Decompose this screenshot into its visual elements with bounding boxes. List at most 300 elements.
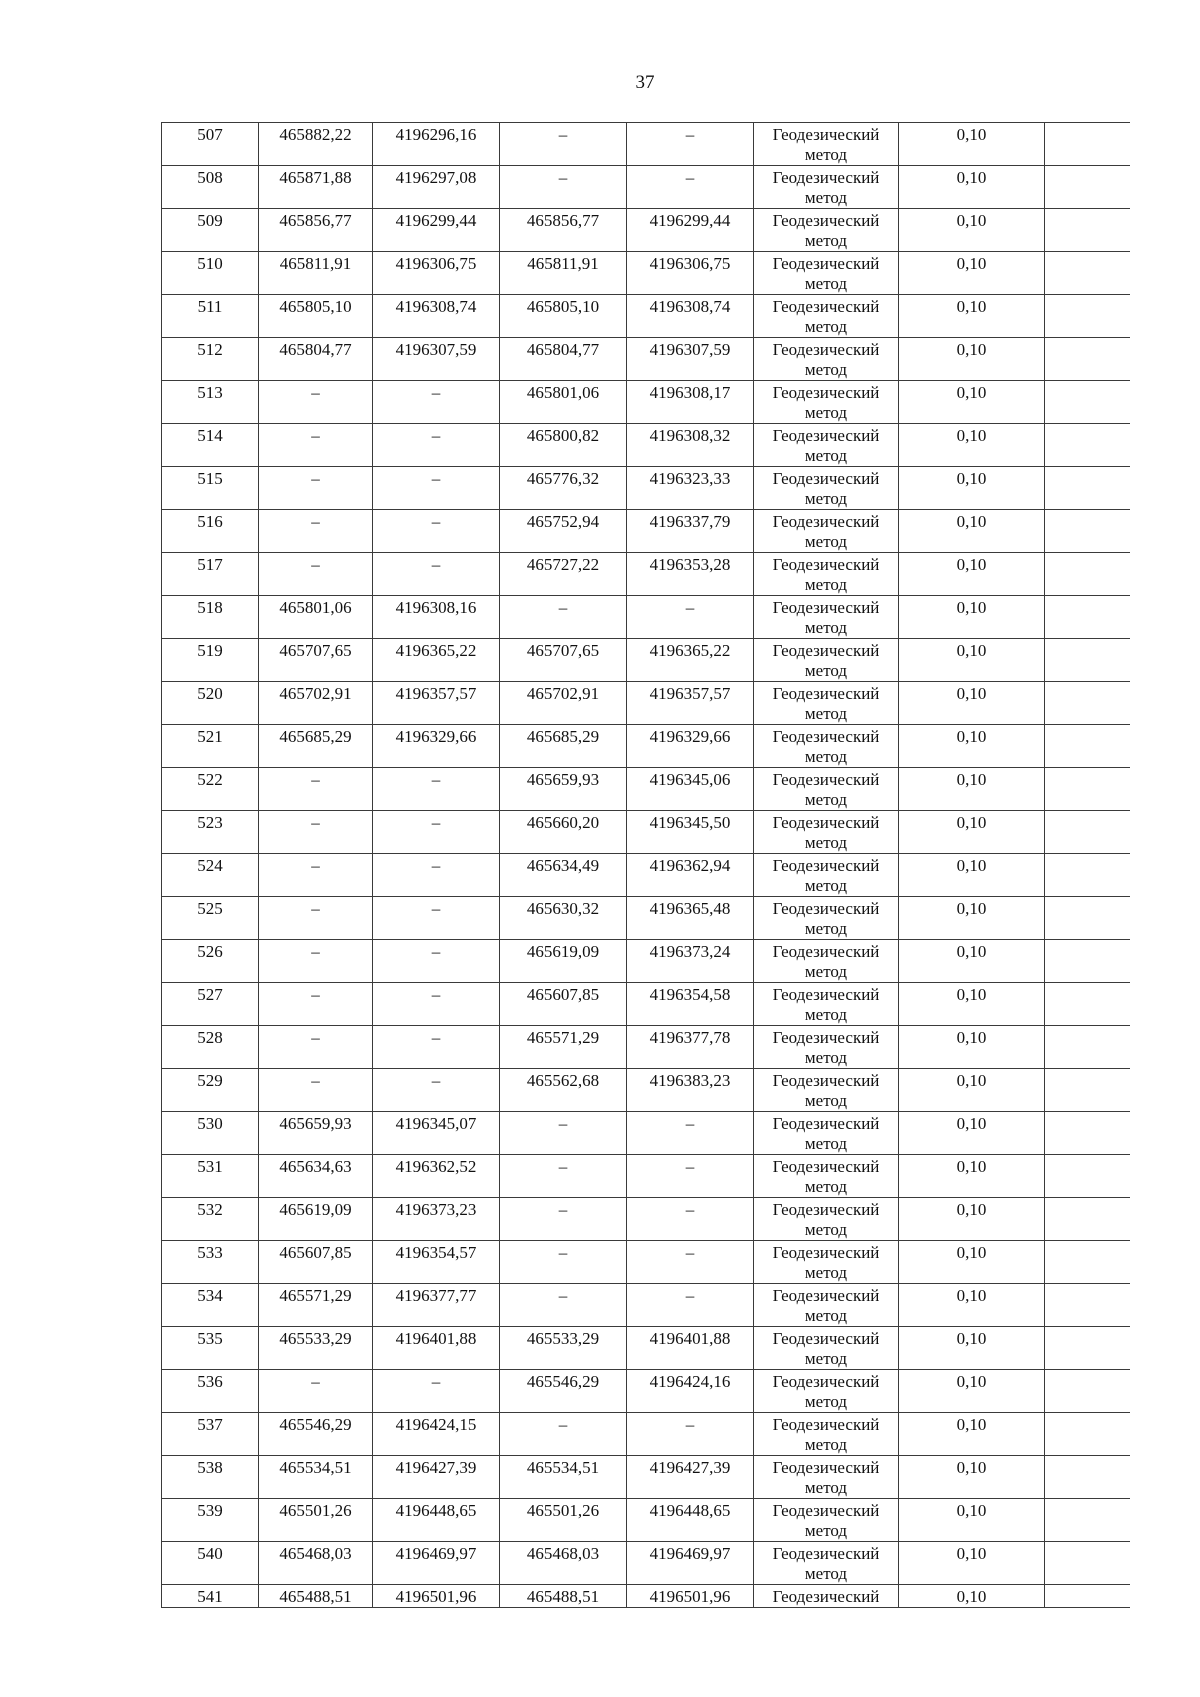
refined-x-cell: 465811,91	[500, 252, 627, 295]
table-row	[162, 338, 1130, 381]
existing-x-cell: 465468,03	[259, 1542, 373, 1585]
method-line-2: метод	[804, 231, 848, 250]
refined-x-cell: 465685,29	[500, 725, 627, 768]
empty-cell	[1045, 1327, 1130, 1370]
empty-cell	[1045, 252, 1130, 295]
method-cell	[754, 553, 899, 596]
table-row	[162, 1241, 1130, 1284]
table-row	[162, 854, 1130, 897]
point-number-cell: 515	[162, 467, 259, 510]
refined-y-cell: 4196362,94	[627, 854, 754, 897]
point-number-cell: 524	[162, 854, 259, 897]
refined-y-cell: 4196401,88	[627, 1327, 754, 1370]
existing-y-cell: 4196448,65	[373, 1499, 500, 1542]
method-line-1: Геодезический	[772, 1415, 880, 1434]
method-line-2: метод	[804, 446, 848, 465]
existing-y-cell: 4196308,16	[373, 596, 500, 639]
point-number-cell: 540	[162, 1542, 259, 1585]
point-number-cell: 541	[162, 1585, 259, 1608]
refined-y-cell: 4196323,33	[627, 467, 754, 510]
refined-x-cell: –	[500, 1112, 627, 1155]
table-row	[162, 295, 1130, 338]
refined-y-cell: 4196353,28	[627, 553, 754, 596]
method-cell	[754, 1155, 899, 1198]
accuracy-cell: 0,10	[899, 338, 1045, 381]
point-number-cell: 531	[162, 1155, 259, 1198]
table-row	[162, 1542, 1130, 1585]
refined-x-cell: 465659,93	[500, 768, 627, 811]
accuracy-cell: 0,10	[899, 596, 1045, 639]
refined-x-cell: 465805,10	[500, 295, 627, 338]
method-line-2: метод	[804, 962, 848, 981]
method-line-1: Геодезический	[772, 469, 880, 488]
existing-x-cell: 465685,29	[259, 725, 373, 768]
point-number-cell: 512	[162, 338, 259, 381]
method-line-2: метод	[804, 532, 848, 551]
accuracy-cell: 0,10	[899, 166, 1045, 209]
method-cell	[754, 854, 899, 897]
point-number-cell: 530	[162, 1112, 259, 1155]
method-line-2: метод	[804, 919, 848, 938]
method-cell	[754, 768, 899, 811]
method-line-1: Геодезический	[772, 383, 880, 402]
method-line-1: Геодезический	[772, 1028, 880, 1047]
refined-y-cell: –	[627, 1112, 754, 1155]
existing-x-cell: –	[259, 553, 373, 596]
empty-cell	[1045, 209, 1130, 252]
point-number-cell: 525	[162, 897, 259, 940]
method-line-2: метод	[804, 1263, 848, 1282]
method-line-2: метод	[804, 833, 848, 852]
refined-y-cell: –	[627, 123, 754, 166]
existing-x-cell: 465546,29	[259, 1413, 373, 1456]
table-row	[162, 940, 1130, 983]
existing-x-cell: 465882,22	[259, 123, 373, 166]
existing-y-cell: 4196427,39	[373, 1456, 500, 1499]
empty-cell	[1045, 1112, 1130, 1155]
method-cell	[754, 682, 899, 725]
existing-x-cell: 465534,51	[259, 1456, 373, 1499]
table-row	[162, 424, 1130, 467]
empty-cell	[1045, 338, 1130, 381]
method-line-2: метод	[804, 1220, 848, 1239]
refined-y-cell: 4196357,57	[627, 682, 754, 725]
refined-y-cell: 4196354,58	[627, 983, 754, 1026]
existing-x-cell: –	[259, 854, 373, 897]
empty-cell	[1045, 295, 1130, 338]
method-cell	[754, 639, 899, 682]
accuracy-cell: 0,10	[899, 1198, 1045, 1241]
existing-x-cell: –	[259, 510, 373, 553]
point-number-cell: 516	[162, 510, 259, 553]
method-cell	[754, 1585, 899, 1608]
coordinates-table	[161, 122, 1130, 1608]
table-row	[162, 811, 1130, 854]
method-line-1: Геодезический	[772, 512, 880, 531]
existing-x-cell: 465804,77	[259, 338, 373, 381]
existing-y-cell: 4196469,97	[373, 1542, 500, 1585]
accuracy-cell: 0,10	[899, 1069, 1045, 1112]
method-cell	[754, 166, 899, 209]
existing-x-cell: 465871,88	[259, 166, 373, 209]
method-line-1: Геодезический	[772, 254, 880, 273]
refined-x-cell: 465752,94	[500, 510, 627, 553]
existing-y-cell: –	[373, 1370, 500, 1413]
method-line-2: метод	[804, 1349, 848, 1368]
existing-x-cell: –	[259, 811, 373, 854]
method-line-2: метод	[804, 360, 848, 379]
existing-x-cell: –	[259, 1026, 373, 1069]
empty-cell	[1045, 510, 1130, 553]
empty-cell	[1045, 1198, 1130, 1241]
method-line-1: Геодезический	[772, 813, 880, 832]
method-line-1: Геодезический	[772, 899, 880, 918]
method-line-1: Геодезический	[772, 856, 880, 875]
existing-x-cell: 465805,10	[259, 295, 373, 338]
method-line-2: метод	[804, 575, 848, 594]
method-cell	[754, 1069, 899, 1112]
accuracy-cell: 0,10	[899, 897, 1045, 940]
existing-x-cell: 465634,63	[259, 1155, 373, 1198]
existing-y-cell: 4196424,15	[373, 1413, 500, 1456]
refined-x-cell: 465804,77	[500, 338, 627, 381]
refined-y-cell: –	[627, 1198, 754, 1241]
table-row	[162, 639, 1130, 682]
method-line-2: метод	[804, 1005, 848, 1024]
method-line-1: Геодезический	[772, 1157, 880, 1176]
empty-cell	[1045, 897, 1130, 940]
empty-cell	[1045, 1456, 1130, 1499]
existing-y-cell: 4196354,57	[373, 1241, 500, 1284]
table-body	[162, 123, 1130, 1608]
empty-cell	[1045, 1155, 1130, 1198]
refined-x-cell: 465707,65	[500, 639, 627, 682]
point-number-cell: 517	[162, 553, 259, 596]
existing-x-cell: –	[259, 1069, 373, 1112]
existing-y-cell: 4196362,52	[373, 1155, 500, 1198]
existing-y-cell: –	[373, 768, 500, 811]
empty-cell	[1045, 1284, 1130, 1327]
table-row	[162, 166, 1130, 209]
accuracy-cell: 0,10	[899, 510, 1045, 553]
table-row	[162, 682, 1130, 725]
existing-x-cell: –	[259, 424, 373, 467]
existing-y-cell: 4196329,66	[373, 725, 500, 768]
table-row	[162, 596, 1130, 639]
existing-x-cell: 465856,77	[259, 209, 373, 252]
refined-x-cell: –	[500, 1413, 627, 1456]
empty-cell	[1045, 1069, 1130, 1112]
refined-x-cell: –	[500, 1284, 627, 1327]
table-row	[162, 1585, 1130, 1608]
refined-y-cell: 4196448,65	[627, 1499, 754, 1542]
existing-y-cell: –	[373, 510, 500, 553]
method-line-1: Геодезический	[772, 1071, 880, 1090]
accuracy-cell: 0,10	[899, 424, 1045, 467]
accuracy-cell: 0,10	[899, 811, 1045, 854]
accuracy-cell: 0,10	[899, 295, 1045, 338]
point-number-cell: 537	[162, 1413, 259, 1456]
empty-cell	[1045, 1499, 1130, 1542]
empty-cell	[1045, 123, 1130, 166]
method-line-2: метод	[804, 1306, 848, 1325]
existing-y-cell: –	[373, 467, 500, 510]
method-line-2: метод	[804, 317, 848, 336]
method-line-2: метод	[804, 1134, 848, 1153]
method-line-1: Геодезический	[772, 1243, 880, 1262]
method-line-1: Геодезический	[772, 297, 880, 316]
table-row	[162, 381, 1130, 424]
existing-y-cell: 4196306,75	[373, 252, 500, 295]
refined-y-cell: –	[627, 166, 754, 209]
refined-x-cell: 465501,26	[500, 1499, 627, 1542]
refined-x-cell: 465468,03	[500, 1542, 627, 1585]
existing-y-cell: –	[373, 553, 500, 596]
refined-y-cell: 4196306,75	[627, 252, 754, 295]
empty-cell	[1045, 1241, 1130, 1284]
method-line-2: метод	[804, 145, 848, 164]
empty-cell	[1045, 381, 1130, 424]
point-number-cell: 523	[162, 811, 259, 854]
table-row	[162, 1026, 1130, 1069]
method-line-2: метод	[804, 1392, 848, 1411]
method-cell	[754, 123, 899, 166]
existing-x-cell: 465702,91	[259, 682, 373, 725]
method-cell	[754, 381, 899, 424]
method-cell	[754, 1241, 899, 1284]
method-cell	[754, 467, 899, 510]
refined-y-cell: –	[627, 1155, 754, 1198]
method-line-1: Геодезический	[772, 211, 880, 230]
refined-y-cell: 4196337,79	[627, 510, 754, 553]
empty-cell	[1045, 596, 1130, 639]
table-row	[162, 897, 1130, 940]
refined-x-cell: 465534,51	[500, 1456, 627, 1499]
method-cell	[754, 1198, 899, 1241]
refined-y-cell: 4196383,23	[627, 1069, 754, 1112]
method-line-1: Геодезический	[772, 555, 880, 574]
point-number-cell: 535	[162, 1327, 259, 1370]
accuracy-cell: 0,10	[899, 768, 1045, 811]
refined-y-cell: 4196427,39	[627, 1456, 754, 1499]
accuracy-cell: 0,10	[899, 1112, 1045, 1155]
method-cell	[754, 1542, 899, 1585]
point-number-cell: 507	[162, 123, 259, 166]
accuracy-cell: 0,10	[899, 1327, 1045, 1370]
method-line-2: метод	[804, 1091, 848, 1110]
table-row	[162, 553, 1130, 596]
accuracy-cell: 0,10	[899, 252, 1045, 295]
accuracy-cell: 0,10	[899, 1370, 1045, 1413]
existing-x-cell: 465607,85	[259, 1241, 373, 1284]
method-cell	[754, 1026, 899, 1069]
table-row	[162, 467, 1130, 510]
method-line-1: Геодезический	[772, 1286, 880, 1305]
refined-y-cell: 4196299,44	[627, 209, 754, 252]
accuracy-cell: 0,10	[899, 1456, 1045, 1499]
refined-y-cell: 4196329,66	[627, 725, 754, 768]
accuracy-cell: 0,10	[899, 1155, 1045, 1198]
existing-y-cell: –	[373, 424, 500, 467]
existing-x-cell: 465801,06	[259, 596, 373, 639]
empty-cell	[1045, 811, 1130, 854]
accuracy-cell: 0,10	[899, 1026, 1045, 1069]
existing-x-cell: –	[259, 983, 373, 1026]
accuracy-cell: 0,10	[899, 1284, 1045, 1327]
method-cell	[754, 596, 899, 639]
existing-x-cell: 465533,29	[259, 1327, 373, 1370]
point-number-cell: 520	[162, 682, 259, 725]
table-row	[162, 1112, 1130, 1155]
point-number-cell: 528	[162, 1026, 259, 1069]
existing-y-cell: –	[373, 381, 500, 424]
method-line-1: Геодезический	[772, 1200, 880, 1219]
existing-y-cell: –	[373, 940, 500, 983]
existing-x-cell: 465501,26	[259, 1499, 373, 1542]
method-line-2: метод	[804, 704, 848, 723]
method-line-1: Геодезический	[772, 426, 880, 445]
empty-cell	[1045, 940, 1130, 983]
method-line-1: Геодезический	[772, 1544, 880, 1563]
empty-cell	[1045, 467, 1130, 510]
existing-x-cell: –	[259, 381, 373, 424]
empty-cell	[1045, 166, 1130, 209]
method-cell	[754, 983, 899, 1026]
table-row	[162, 1155, 1130, 1198]
refined-y-cell: 4196501,96	[627, 1585, 754, 1608]
accuracy-cell: 0,10	[899, 467, 1045, 510]
method-line-1: Геодезический	[772, 340, 880, 359]
accuracy-cell: 0,10	[899, 209, 1045, 252]
empty-cell	[1045, 553, 1130, 596]
existing-y-cell: 4196501,96	[373, 1585, 500, 1608]
existing-x-cell: 465811,91	[259, 252, 373, 295]
point-number-cell: 509	[162, 209, 259, 252]
method-line-2: метод	[804, 618, 848, 637]
refined-x-cell: 465619,09	[500, 940, 627, 983]
refined-y-cell: 4196365,48	[627, 897, 754, 940]
refined-y-cell: 4196424,16	[627, 1370, 754, 1413]
refined-y-cell: –	[627, 596, 754, 639]
method-line-1: Геодезический	[772, 1114, 880, 1133]
method-line-2: метод	[804, 876, 848, 895]
empty-cell	[1045, 639, 1130, 682]
method-cell	[754, 725, 899, 768]
existing-y-cell: –	[373, 1069, 500, 1112]
empty-cell	[1045, 725, 1130, 768]
refined-y-cell: 4196345,06	[627, 768, 754, 811]
empty-cell	[1045, 1542, 1130, 1585]
empty-cell	[1045, 424, 1130, 467]
accuracy-cell: 0,10	[899, 682, 1045, 725]
point-number-cell: 538	[162, 1456, 259, 1499]
existing-x-cell: 465571,29	[259, 1284, 373, 1327]
accuracy-cell: 0,10	[899, 1499, 1045, 1542]
point-number-cell: 539	[162, 1499, 259, 1542]
method-cell	[754, 811, 899, 854]
refined-x-cell: 465702,91	[500, 682, 627, 725]
point-number-cell: 522	[162, 768, 259, 811]
existing-y-cell: 4196373,23	[373, 1198, 500, 1241]
refined-x-cell: 465562,68	[500, 1069, 627, 1112]
method-line-1: Геодезический	[772, 684, 880, 703]
refined-x-cell: 465856,77	[500, 209, 627, 252]
existing-y-cell: 4196308,74	[373, 295, 500, 338]
method-cell	[754, 252, 899, 295]
table-row	[162, 252, 1130, 295]
accuracy-cell: 0,10	[899, 381, 1045, 424]
refined-x-cell: 465727,22	[500, 553, 627, 596]
method-line-2: метод	[804, 790, 848, 809]
point-number-cell: 534	[162, 1284, 259, 1327]
method-cell	[754, 295, 899, 338]
refined-x-cell: –	[500, 1241, 627, 1284]
refined-x-cell: 465488,51	[500, 1585, 627, 1608]
point-number-cell: 527	[162, 983, 259, 1026]
table-row	[162, 1069, 1130, 1112]
method-line-2: метод	[804, 489, 848, 508]
empty-cell	[1045, 1413, 1130, 1456]
existing-x-cell: –	[259, 1370, 373, 1413]
method-line-1: Геодезический	[772, 168, 880, 187]
existing-y-cell: –	[373, 1026, 500, 1069]
refined-y-cell: 4196308,17	[627, 381, 754, 424]
method-cell	[754, 1112, 899, 1155]
point-number-cell: 510	[162, 252, 259, 295]
refined-x-cell: 465533,29	[500, 1327, 627, 1370]
point-number-cell: 508	[162, 166, 259, 209]
method-line-2: метод	[804, 1564, 848, 1583]
page-number: 37	[635, 72, 655, 93]
existing-y-cell: –	[373, 983, 500, 1026]
method-cell	[754, 1327, 899, 1370]
point-number-cell: 514	[162, 424, 259, 467]
refined-x-cell: –	[500, 166, 627, 209]
existing-x-cell: –	[259, 940, 373, 983]
accuracy-cell: 0,10	[899, 123, 1045, 166]
table-row	[162, 510, 1130, 553]
refined-y-cell: –	[627, 1284, 754, 1327]
existing-x-cell: –	[259, 467, 373, 510]
table-row	[162, 1327, 1130, 1370]
accuracy-cell: 0,10	[899, 1542, 1045, 1585]
refined-x-cell: 465630,32	[500, 897, 627, 940]
table-row	[162, 983, 1130, 1026]
refined-x-cell: –	[500, 123, 627, 166]
method-line-2: метод	[804, 403, 848, 422]
existing-y-cell: 4196365,22	[373, 639, 500, 682]
method-cell	[754, 1499, 899, 1542]
empty-cell	[1045, 1585, 1130, 1608]
existing-x-cell: –	[259, 897, 373, 940]
method-cell	[754, 209, 899, 252]
method-cell	[754, 1284, 899, 1327]
existing-x-cell: 465707,65	[259, 639, 373, 682]
method-line-1: Геодезический	[772, 125, 880, 144]
method-line-1: Геодезический	[772, 727, 880, 746]
refined-x-cell: 465571,29	[500, 1026, 627, 1069]
refined-x-cell: 465634,49	[500, 854, 627, 897]
accuracy-cell: 0,10	[899, 1413, 1045, 1456]
method-line-2: метод	[804, 747, 848, 766]
method-line-1: Геодезический	[772, 770, 880, 789]
empty-cell	[1045, 768, 1130, 811]
refined-y-cell: 4196308,32	[627, 424, 754, 467]
point-number-cell: 511	[162, 295, 259, 338]
table-row	[162, 123, 1130, 166]
refined-y-cell: –	[627, 1413, 754, 1456]
refined-y-cell: 4196373,24	[627, 940, 754, 983]
